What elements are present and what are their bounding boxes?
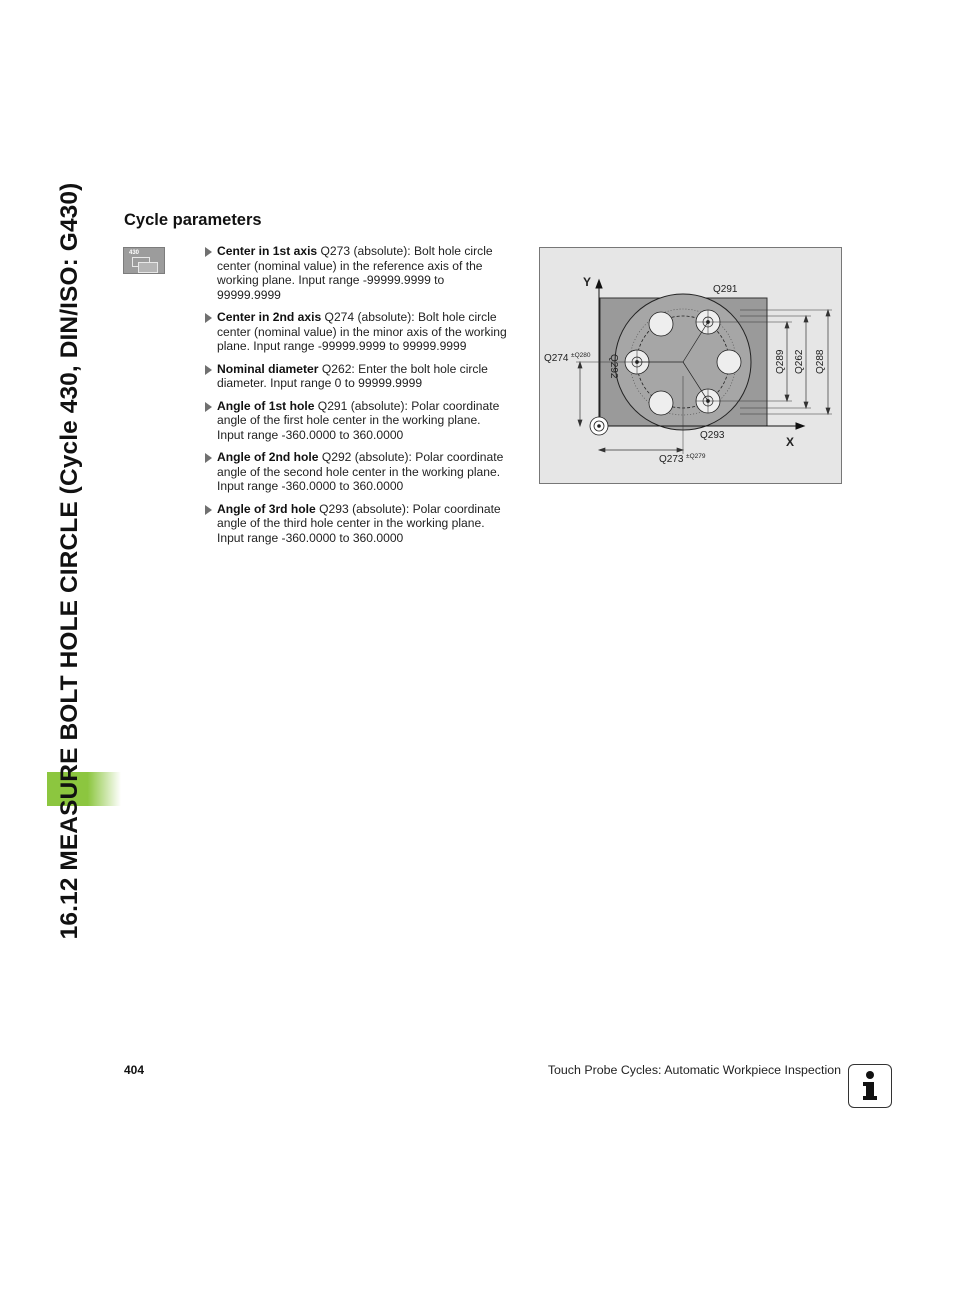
parameter-desc: Input range -360.0000 to 360.0000 xyxy=(217,427,404,442)
dim-arrow xyxy=(826,310,830,316)
parameter-desc: diameter. Input range 0 to 99999.9999 xyxy=(217,376,423,390)
parameter-desc: center (nominal value) in the reference axis of the xyxy=(217,258,483,273)
q279-label: ±Q279 xyxy=(686,453,706,460)
datum-dot xyxy=(597,424,601,428)
parameter-desc: Q292 (absolute): Polar coordinate xyxy=(318,450,504,464)
dim-arrow xyxy=(785,322,789,328)
parameter-term: Angle of 1st hole xyxy=(217,398,315,413)
cycle-icon-shape-2 xyxy=(138,262,158,273)
hole xyxy=(649,391,673,415)
datum-symbol xyxy=(590,417,608,435)
parameter-item xyxy=(205,450,525,494)
section-title: Cycle parameters xyxy=(124,211,262,229)
parameter-term: Center in 1st axis xyxy=(217,244,318,258)
q274-label: Q274 xyxy=(544,353,569,364)
bullet-arrow-icon xyxy=(205,247,212,257)
parameter-item xyxy=(205,310,525,354)
parameter-desc: Q262: Enter the bolt hole circle xyxy=(318,361,488,376)
dim-arrow xyxy=(599,448,605,452)
parameter-desc: angle of the second hole center in the working plane. xyxy=(217,464,501,479)
parameter-term: Angle of 3rd hole xyxy=(217,501,316,516)
diagram-svg xyxy=(540,248,841,483)
dim-arrow xyxy=(785,395,789,401)
parameter-desc: angle of the third hole center in the working plane. xyxy=(217,516,485,530)
y-axis-arrow xyxy=(596,280,602,288)
dim-arrow xyxy=(804,316,808,322)
parameter-item xyxy=(205,362,525,391)
parameter-term: Nominal diameter xyxy=(217,361,319,376)
q292-label: Q292 xyxy=(608,354,619,379)
book-title: Touch Probe Cycles: Automatic Workpiece Inspection xyxy=(547,1063,841,1077)
dim-arrow xyxy=(677,448,683,452)
dim-arrow xyxy=(804,402,808,408)
q262-label: Q262 xyxy=(794,349,805,374)
bullet-arrow-icon xyxy=(205,313,212,323)
hole xyxy=(717,350,741,374)
dim-arrow xyxy=(578,420,582,426)
parameter-item xyxy=(205,502,525,546)
y-axis-label: Y xyxy=(583,275,592,289)
q280-label: ±Q280 xyxy=(571,352,591,359)
cycle-icon-number: 430 xyxy=(129,250,140,256)
dim-arrow xyxy=(826,408,830,414)
parameter-desc: angle of the first hole center in the working plane. xyxy=(217,413,481,427)
q273-label: Q273 xyxy=(659,454,684,465)
info-glyph xyxy=(849,1065,890,1106)
q293-label: Q293 xyxy=(700,430,725,441)
parameter-item xyxy=(205,399,525,443)
bullet-arrow-icon xyxy=(205,365,212,375)
bullet-arrow-icon xyxy=(205,453,212,463)
chapter-side-title-text: 16.12 MEASURE BOLT HOLE CIRCLE (Cycle 430, DIN/ISO: G430) xyxy=(56,182,83,940)
bolt-hole-circle-diagram xyxy=(539,247,842,484)
page-number: 404 xyxy=(124,1063,145,1077)
bullet-arrow-icon xyxy=(205,505,212,515)
parameter-desc: Q273 (absolute): Bolt hole circle xyxy=(317,244,493,258)
q288-label: Q288 xyxy=(815,349,826,374)
q289-label: Q289 xyxy=(775,349,786,374)
parameter-desc: Q293 (absolute): Polar coordinate xyxy=(315,501,501,516)
parameter-desc: 99999.9999 xyxy=(217,287,281,302)
cycle-430-icon xyxy=(123,247,165,274)
x-axis-label: X xyxy=(786,435,795,449)
hole xyxy=(649,312,673,336)
parameter-desc: Q291 (absolute): Polar coordinate xyxy=(314,398,500,413)
parameter-list xyxy=(205,244,525,545)
info-icon xyxy=(848,1064,892,1108)
parameter-desc: working plane. Input range -99999.9999 to xyxy=(217,273,445,287)
parameter-desc: Input range -360.0000 to 360.0000 xyxy=(217,530,404,545)
parameter-desc: Q274 (absolute): Bolt hole circle xyxy=(321,310,497,324)
parameter-desc: plane. Input range -99999.9999 to 99999.9999 xyxy=(217,339,467,353)
q291-label: Q291 xyxy=(713,284,738,295)
parameter-item xyxy=(205,244,525,302)
parameter-term: Angle of 2nd hole xyxy=(217,450,319,464)
parameter-desc: Input range -360.0000 to 360.0000 xyxy=(217,479,404,493)
x-axis-arrow xyxy=(796,423,804,429)
bullet-arrow-icon xyxy=(205,402,212,412)
parameter-desc: center (nominal value) in the minor axis of the working xyxy=(217,324,507,339)
parameter-term: Center in 2nd axis xyxy=(217,310,322,324)
dim-arrow xyxy=(578,362,582,368)
